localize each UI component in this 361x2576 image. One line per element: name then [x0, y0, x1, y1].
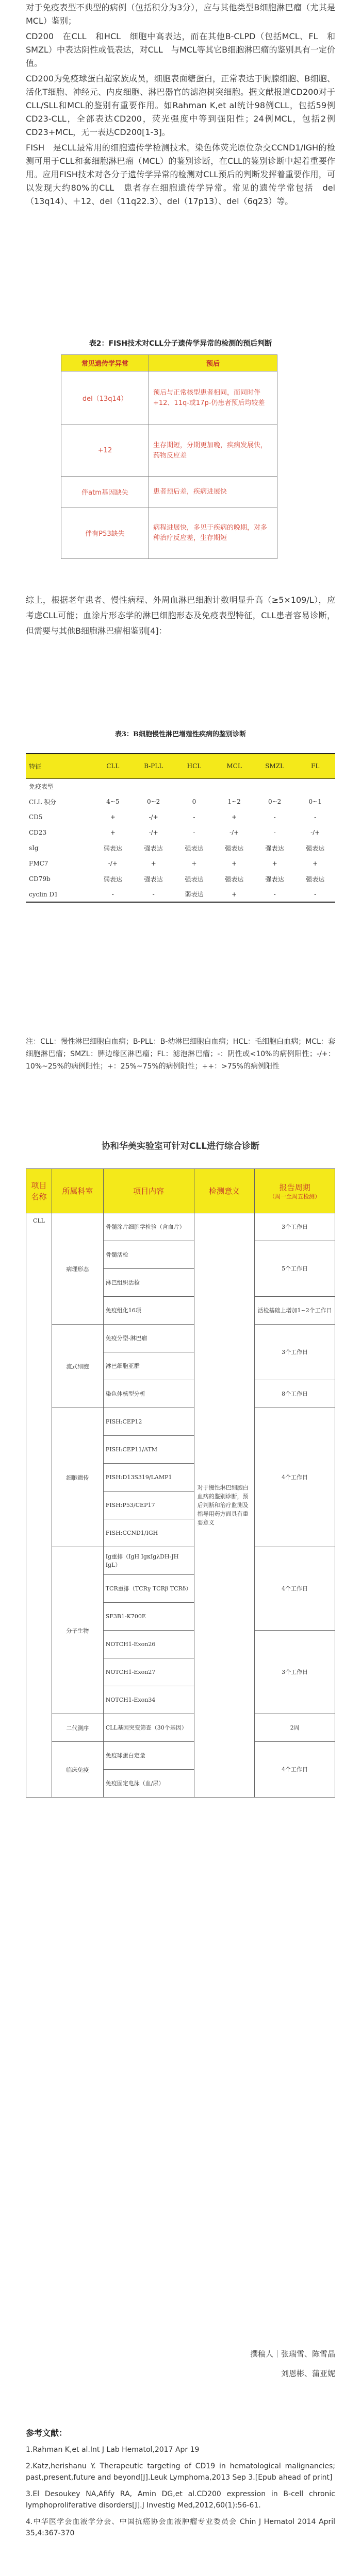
table-header-cell: 项目内容: [103, 1169, 194, 1213]
report-time-cell: 活检基础上增加1~2个工作日: [255, 1297, 335, 1325]
department-cell: 分子生物: [52, 1547, 103, 1714]
table-cell: +: [272, 860, 277, 867]
fish-prognosis-table: [61, 354, 277, 559]
prognosis-cell: 预后与正常核型患者相同，而同时伴+12、11q-或17p-仍患者预后均较差: [149, 371, 277, 425]
table-row: [26, 856, 335, 871]
table-row: [26, 1742, 335, 1770]
test-item-cell: FISH:D13S319/LAMP1: [103, 1464, 194, 1492]
table-row: [26, 1714, 335, 1742]
summary-paragraph: 综上，根据老年患者、慢性病程、外周血淋巴细胞计数明显升高（≥5×109/L），应考虑CLL可能；血涂片形态学的淋巴细胞形态及免疫表型特征，CLL患者容易诊断，但需要与其他B细胞淋巴瘤相鉴别[4]：: [26, 595, 335, 636]
table-cell: +: [110, 829, 116, 836]
table-header-cell: 特征: [26, 754, 93, 778]
table3-caption: 表3：B细胞慢性淋巴增殖性疾病的鉴别诊断: [114, 731, 247, 738]
department-cell: 细胞遗传: [52, 1408, 103, 1547]
table-row: [61, 507, 277, 559]
reference-item: 3.El Desoukey NA,Afify RA, Amin DG,et al.CD200 expression in B-cell chronic lymphoproliferative disorders[J].J Investig Med,2012,60(1):56-61.: [26, 2490, 335, 2510]
table4-caption: 协和华美实验室可针对CLL进行综合诊断: [101, 1141, 260, 1151]
table-cell: -/+: [229, 829, 239, 836]
table-row: [26, 1547, 335, 1575]
table-cell: [133, 778, 174, 794]
table-cell: 弱表达: [103, 844, 122, 852]
table-row: [61, 371, 277, 425]
test-item-cell: FISH:CCND1/IGH: [103, 1519, 194, 1547]
table-cell: -: [193, 814, 195, 821]
table-cell: 0~2: [146, 798, 160, 805]
table-cell: +: [191, 860, 197, 867]
report-time-cell: 3个工作日: [255, 1631, 335, 1714]
intro-paragraph-4: FISH 是CLL最常用的细胞遗传学检测技术。染色体荧光原位杂交CCND1/IGH的检测可用于CLL和套细胞淋巴瘤（MCL）的鉴别诊断，在CLL的鉴别诊断中起着重要作用。应用FISH技术对各分子遗传学异常的检测对CLL预后的判断发挥着重要作用，可以发现大约80%的CLL 患者存在细胞遗传学异常。常见的遗传学常包括 del（13q14）、＋12、del（11q22.3）、del（17p13）、del（6q23）等。: [26, 143, 335, 206]
table-row: [61, 477, 277, 507]
author-line-2: 刘恩彬、蒲亚妮: [281, 2369, 335, 2378]
table-cell: 强表达: [185, 844, 204, 852]
abnormality-cell: 伴atm基因缺失: [61, 477, 149, 507]
table-cell: 4~5: [106, 798, 120, 805]
table-row: [26, 1213, 335, 1241]
table-cell: -/+: [149, 814, 158, 821]
table-row: [26, 825, 335, 840]
abnormality-cell: del（13q14）: [61, 371, 149, 425]
test-item-cell: NOTCH1-Exon26: [103, 1631, 194, 1658]
report-time-cell: 5个工作日: [255, 1241, 335, 1297]
table2-caption: 表2：FISH技术对CLL分子遗传学异常的检测的预后判断: [89, 340, 272, 348]
test-item-cell: FISH:P53/CEP17: [103, 1492, 194, 1519]
reference-item: 4.中华医学会血液学分会、中国抗癌协会血液肿瘤专业委员会 Chin J Hematol 2014 April 35,4:367-370: [26, 2518, 335, 2537]
table-header-cell: 项目名称: [26, 1169, 52, 1213]
table-cell: +: [232, 860, 237, 867]
test-item-cell: FISH:CEP12: [103, 1408, 194, 1436]
table-header-row: [26, 754, 335, 778]
table-cell: -: [193, 829, 195, 836]
table-cell: -: [273, 814, 276, 821]
significance-cell: 对于慢性淋巴细胞白血病的鉴别诊断，预后判断和治疗监测及指导用药方面具有重要意义: [194, 1213, 255, 1798]
prognosis-cell: 生存期短，分期更加晚，疾病发展快，药物反应差: [149, 425, 277, 477]
department-cell: 临床免疫: [52, 1742, 103, 1798]
clinical-test-table: [26, 1168, 335, 1798]
table-cell: CD23: [29, 829, 47, 836]
intro-paragraph-3: CD200为免疫球蛋白超家族成员，细胞表面糖蛋白，正常表达于胸腺细胞、B细胞、活化T细胞、神经元、内皮细胞、淋巴器官的滤泡树突细胞。据文献报道CD200对于CLL/SLL和MCL的鉴别有重要作用。如Rahman K,et al统计98例CLL，包括59例CD23-CLL，全部表达CD200，荧光强度中等到强阳性；24例MCL，包括2例CD23+MCL，无一表达CD200[1-3]。: [26, 74, 335, 137]
table-cell: 强表达: [225, 844, 244, 852]
table-row: [26, 1325, 335, 1352]
test-item-cell: FISH:CEP11/ATM: [103, 1436, 194, 1464]
report-time-cell: 3个工作日: [255, 1325, 335, 1380]
reference-item: 2.Katz,herishanu Y. Therapeutic targeting of CD19 in hematological malignancies; past,present,future and beyond[J].Leuk Lymphoma,2013 Sep 3.[Epub ahead of print]: [26, 2462, 335, 2482]
table-cell: 强表达: [265, 875, 284, 883]
table-header-cell: 预后: [149, 355, 277, 371]
department-cell: 二代测序: [52, 1714, 103, 1742]
table4-body: [26, 1213, 335, 1798]
table-cell: 免疫表型: [29, 783, 54, 790]
references-title: 参考文献：: [26, 2428, 68, 2438]
intro-paragraph-2: CD200 在CLL 和HCL 细胞中高表达，而在其他B-CLPD（包括MCL、FL 和SMZL）中表达阴性或低表达，对CLL 与MCL等其它B细胞淋巴瘤的鉴别具有一定价值。: [26, 31, 335, 68]
differential-diagnosis-table: [26, 753, 335, 903]
table-row: [61, 425, 277, 477]
table-cell: [93, 778, 133, 794]
table-cell: -: [273, 829, 276, 836]
table-cell: 弱表达: [103, 875, 122, 883]
summary-section: [26, 592, 335, 639]
report-time-cell: 4个工作日: [255, 1742, 335, 1798]
table-cell: [254, 778, 295, 794]
intro-section: [26, 1, 335, 208]
table-cell: +: [214, 887, 254, 902]
table-row: [26, 794, 335, 809]
table-cell: -: [93, 887, 133, 902]
table-cell: 1~2: [227, 798, 241, 805]
test-item-cell: 骨髓活检: [103, 1241, 194, 1269]
department-cell: 病理形态: [52, 1213, 103, 1325]
table-cell: 0~2: [268, 798, 282, 805]
table-cell: cyclin D1: [26, 887, 93, 902]
author-line-1: 撰稿人｜张瑞雪、陈雪晶: [250, 2349, 335, 2359]
report-time-cell: 8个工作日: [255, 1380, 335, 1408]
table-cell: 强表达: [306, 875, 325, 883]
table-cell: 强表达: [144, 844, 163, 852]
table-header-cell: 所属科室: [52, 1169, 103, 1213]
table-row: [26, 887, 335, 902]
table-row: [26, 871, 335, 887]
table-cell: -: [254, 887, 295, 902]
test-item-cell: 免疫固定电泳（血/尿）: [103, 1770, 194, 1798]
references-section: [26, 2428, 335, 2544]
table-row: [26, 840, 335, 856]
table-cell: +: [232, 814, 237, 821]
table-header-cell: MCL: [214, 754, 254, 778]
test-item-cell: SF3B1-K700E: [103, 1603, 194, 1631]
table-header-cell: SMZL: [254, 754, 295, 778]
table-row: [26, 809, 335, 825]
department-cell: 流式细胞: [52, 1325, 103, 1408]
table-cell: [214, 778, 254, 794]
table-row: [26, 1408, 335, 1436]
table-cell: -/+: [108, 860, 118, 867]
table-header-cell: 检测意义: [194, 1169, 255, 1213]
report-time-cell: 3个工作日: [255, 1213, 335, 1241]
table-cell: -: [133, 887, 174, 902]
table-header-row: [26, 1169, 335, 1213]
table-header-cell: HCL: [174, 754, 215, 778]
prognosis-cell: 患者预后差，疾病进展快: [149, 477, 277, 507]
test-item-cell: 免疫球蛋白定量: [103, 1742, 194, 1770]
report-time-cell: 2周: [255, 1714, 335, 1742]
table-cell: [295, 778, 335, 794]
test-item-cell: 骨髓涂片细胞学检验（含血片）: [103, 1213, 194, 1241]
table-cell: +: [313, 860, 318, 867]
table-cell: -: [295, 887, 335, 902]
test-item-cell: CLL基因突变筛查（30个基因）: [103, 1714, 194, 1742]
prognosis-cell: 病程进展快，多见于疾病的晚期，对多种治疗反应差，生存期短: [149, 507, 277, 559]
project-name-cell: CLL: [26, 1213, 52, 1798]
abnormality-cell: 伴有P53缺失: [61, 507, 149, 559]
table-cell: CLL 积分: [29, 798, 56, 806]
table-cell: [174, 778, 215, 794]
table-cell: -: [314, 814, 317, 821]
table-cell: -/+: [310, 829, 320, 836]
abnormality-cell: +12: [61, 425, 149, 477]
table-header-cell: B-PLL: [133, 754, 174, 778]
table-cell: 强表达: [144, 875, 163, 883]
table-cell: CD79b: [29, 875, 51, 883]
test-item-cell: 淋巴细胞亚群: [103, 1352, 194, 1380]
test-item-cell: 淋巴组织活检: [103, 1269, 194, 1297]
table-header-cell: 常见遗传学异常: [61, 355, 149, 371]
table-cell: 强表达: [225, 875, 244, 883]
test-item-cell: TCR重排（TCRγ TCRβ TCRδ）: [103, 1575, 194, 1603]
table-cell: 0~1: [308, 798, 322, 805]
test-item-cell: NOTCH1-Exon27: [103, 1658, 194, 1686]
table-cell: sIg: [29, 844, 39, 852]
table3-note: 注：CLL：慢性淋巴细胞白血病；B-PLL：B-幼淋巴细胞白血病；HCL：毛细胞白血病；MCL：套细胞淋巴瘤；SMZL：脾边缘区淋巴瘤；FL：滤泡淋巴瘤；-：阴性或<10%的病例阳性；-/+：10%~25%的病例阳性；+：25%~75%的病例阳性；++：>75%的病例阳性: [26, 1038, 335, 1071]
intro-paragraph-1: 对于免疫表型不典型的病例（包括积分为3分），应与其他类型B细胞淋巴瘤（尤其是MCL）鉴别；: [26, 3, 335, 26]
report-header-label: 报告周期: [279, 1182, 310, 1192]
report-header-subtitle: （周一至周五检测）: [269, 1193, 321, 1200]
report-time-cell: 4个工作日: [255, 1408, 335, 1547]
table-cell: 强表达: [185, 875, 204, 883]
table-cell: 强表达: [265, 844, 284, 852]
test-item-cell: 免疫组化16项: [103, 1297, 194, 1325]
test-item-cell: 染色体核型分析: [103, 1380, 194, 1408]
table-header-cell: CLL: [93, 754, 133, 778]
table-header-row: [61, 355, 277, 371]
table-cell: 强表达: [306, 844, 325, 852]
table-header-cell: FL: [295, 754, 335, 778]
table-cell: -/+: [149, 829, 158, 836]
test-item-cell: 免疫分型-淋巴瘤: [103, 1325, 194, 1352]
table-cell: 0: [192, 798, 196, 805]
table-cell: +: [110, 814, 116, 821]
table-cell: 弱表达: [174, 887, 215, 902]
table-cell: +: [151, 860, 156, 867]
report-time-cell: 4个工作日: [255, 1547, 335, 1631]
table-row: [26, 778, 335, 794]
table-cell: FMC7: [29, 860, 48, 867]
table-header-cell: [255, 1169, 335, 1213]
reference-item: 1.Rahman K,et al.Int J Lab Hematol,2017 Apr 19: [26, 2446, 200, 2454]
test-item-cell: Ig重排（IgH IgκIgλDH-JH IgL）: [103, 1547, 194, 1575]
test-item-cell: NOTCH1-Exon34: [103, 1686, 194, 1714]
table-cell: CD5: [29, 814, 43, 821]
